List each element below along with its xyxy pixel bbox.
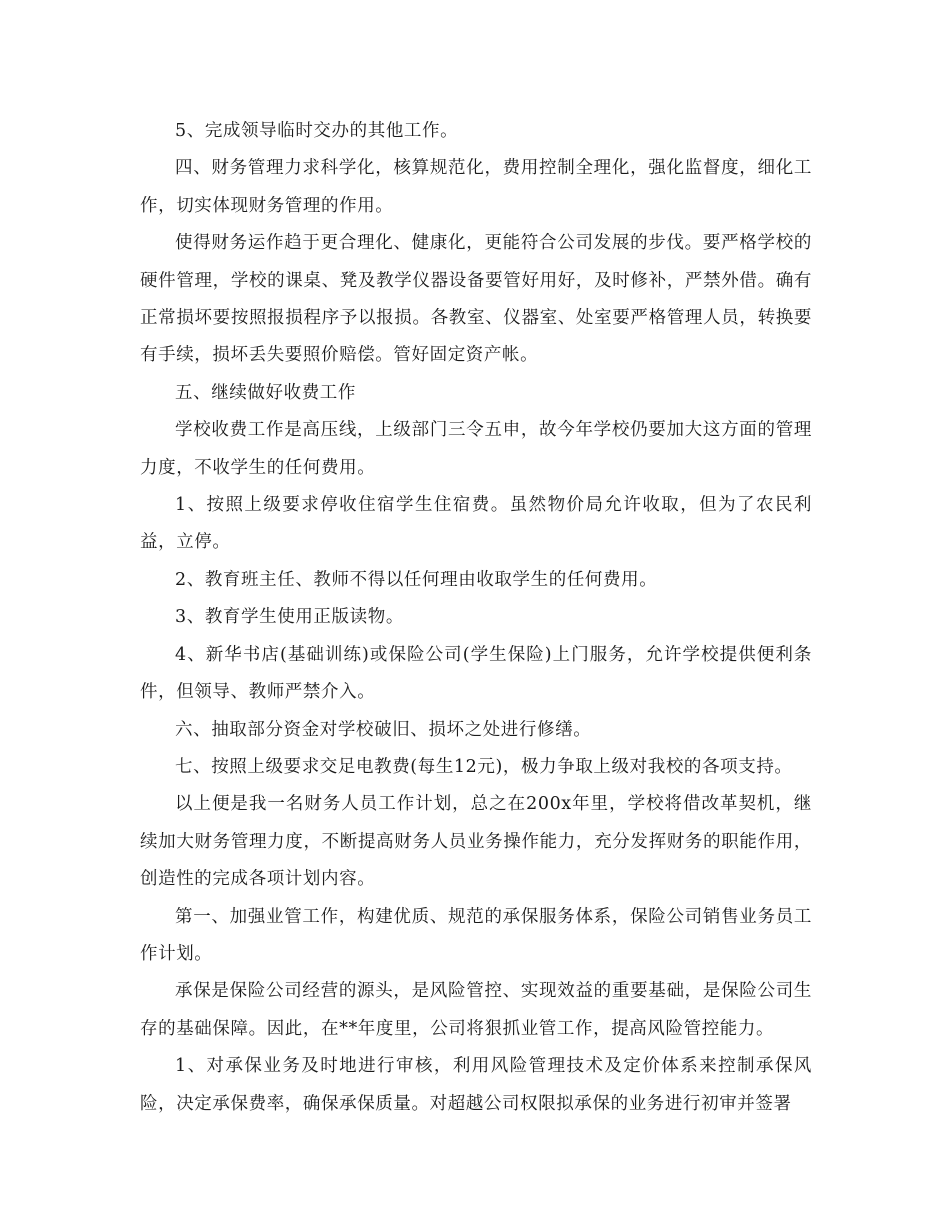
- paragraph-5: 学校收费工作是高压线，上级部门三令五申，故今年学校仍要加大这方面的管理力度，不收学生的任何费用。: [140, 420, 812, 478]
- paragraph-13: 第一、加强业管工作，构建优质、规范的承保服务体系，保险公司销售业务员工作计划。: [140, 906, 812, 964]
- paragraph-15: 1、对承保业务及时地进行审核，利用风险管理技术及定价体系来控制承保风险，决定承保费率，确保承保质量。对超越公司权限拟承保的业务进行初审并签署: [140, 1056, 812, 1114]
- paragraph-12: 以上便是我一名财务人员工作计划，总之在200x年里，学校将借改革契机，继续加大财务管理力度，不断提高财务人员业务操作能力，充分发挥财务的职能作用，创造性的完成各项计划内容。: [140, 794, 812, 890]
- paragraph-9: 4、新华书店(基础训练)或保险公司(学生保险)上门服务，允许学校提供便利条件，但领导、教师严禁介入。: [140, 644, 812, 703]
- paragraph-2: 四、财务管理力求科学化，核算规范化，费用控制全理化，强化监督度，细化工作，切实体现财务管理的作用。: [140, 158, 812, 216]
- paragraph-6: 1、按照上级要求停收住宿学生住宿费。虽然物价局允许收取，但为了农民利益，立停。: [140, 495, 812, 553]
- paragraph-7: 2、教育班主任、教师不得以任何理由收取学生的任何费用。: [175, 569, 658, 590]
- paragraph-1: 5、完成领导临时交办的其他工作。: [175, 121, 459, 141]
- paragraph-3: 使得财务运作趋于更合理化、健康化，更能符合公司发展的步伐。要严格学校的硬件管理，学校的课桌、凳及教学仪器设备要管好用好，及时修补，严禁外借。确有正常损坏要按照报损程序予以报损。各教室、仪器室、处室要严格管理人员，转换要有手续，损坏丢失要照价赔偿。管好固定资产帐。: [140, 233, 812, 366]
- paragraph-10: 六、抽取部分资金对学校破旧、损坏之处进行修缮。: [175, 719, 592, 740]
- paragraph-4: 五、继续做好收费工作: [175, 382, 356, 403]
- paragraph-14: 承保是保险公司经营的源头，是风险管控、实现效益的重要基础，是保险公司生存的基础保障。因此，在**年度里，公司将狠抓业管工作，提高风险管控能力。: [140, 981, 812, 1039]
- paragraph-8: 3、教育学生使用正版读物。: [175, 607, 404, 628]
- paragraph-11: 七、按照上级要求交足电教费(每生12元)，极力争取上级对我校的各项支持。: [175, 756, 793, 777]
- document-body: [140, 113, 812, 1123]
